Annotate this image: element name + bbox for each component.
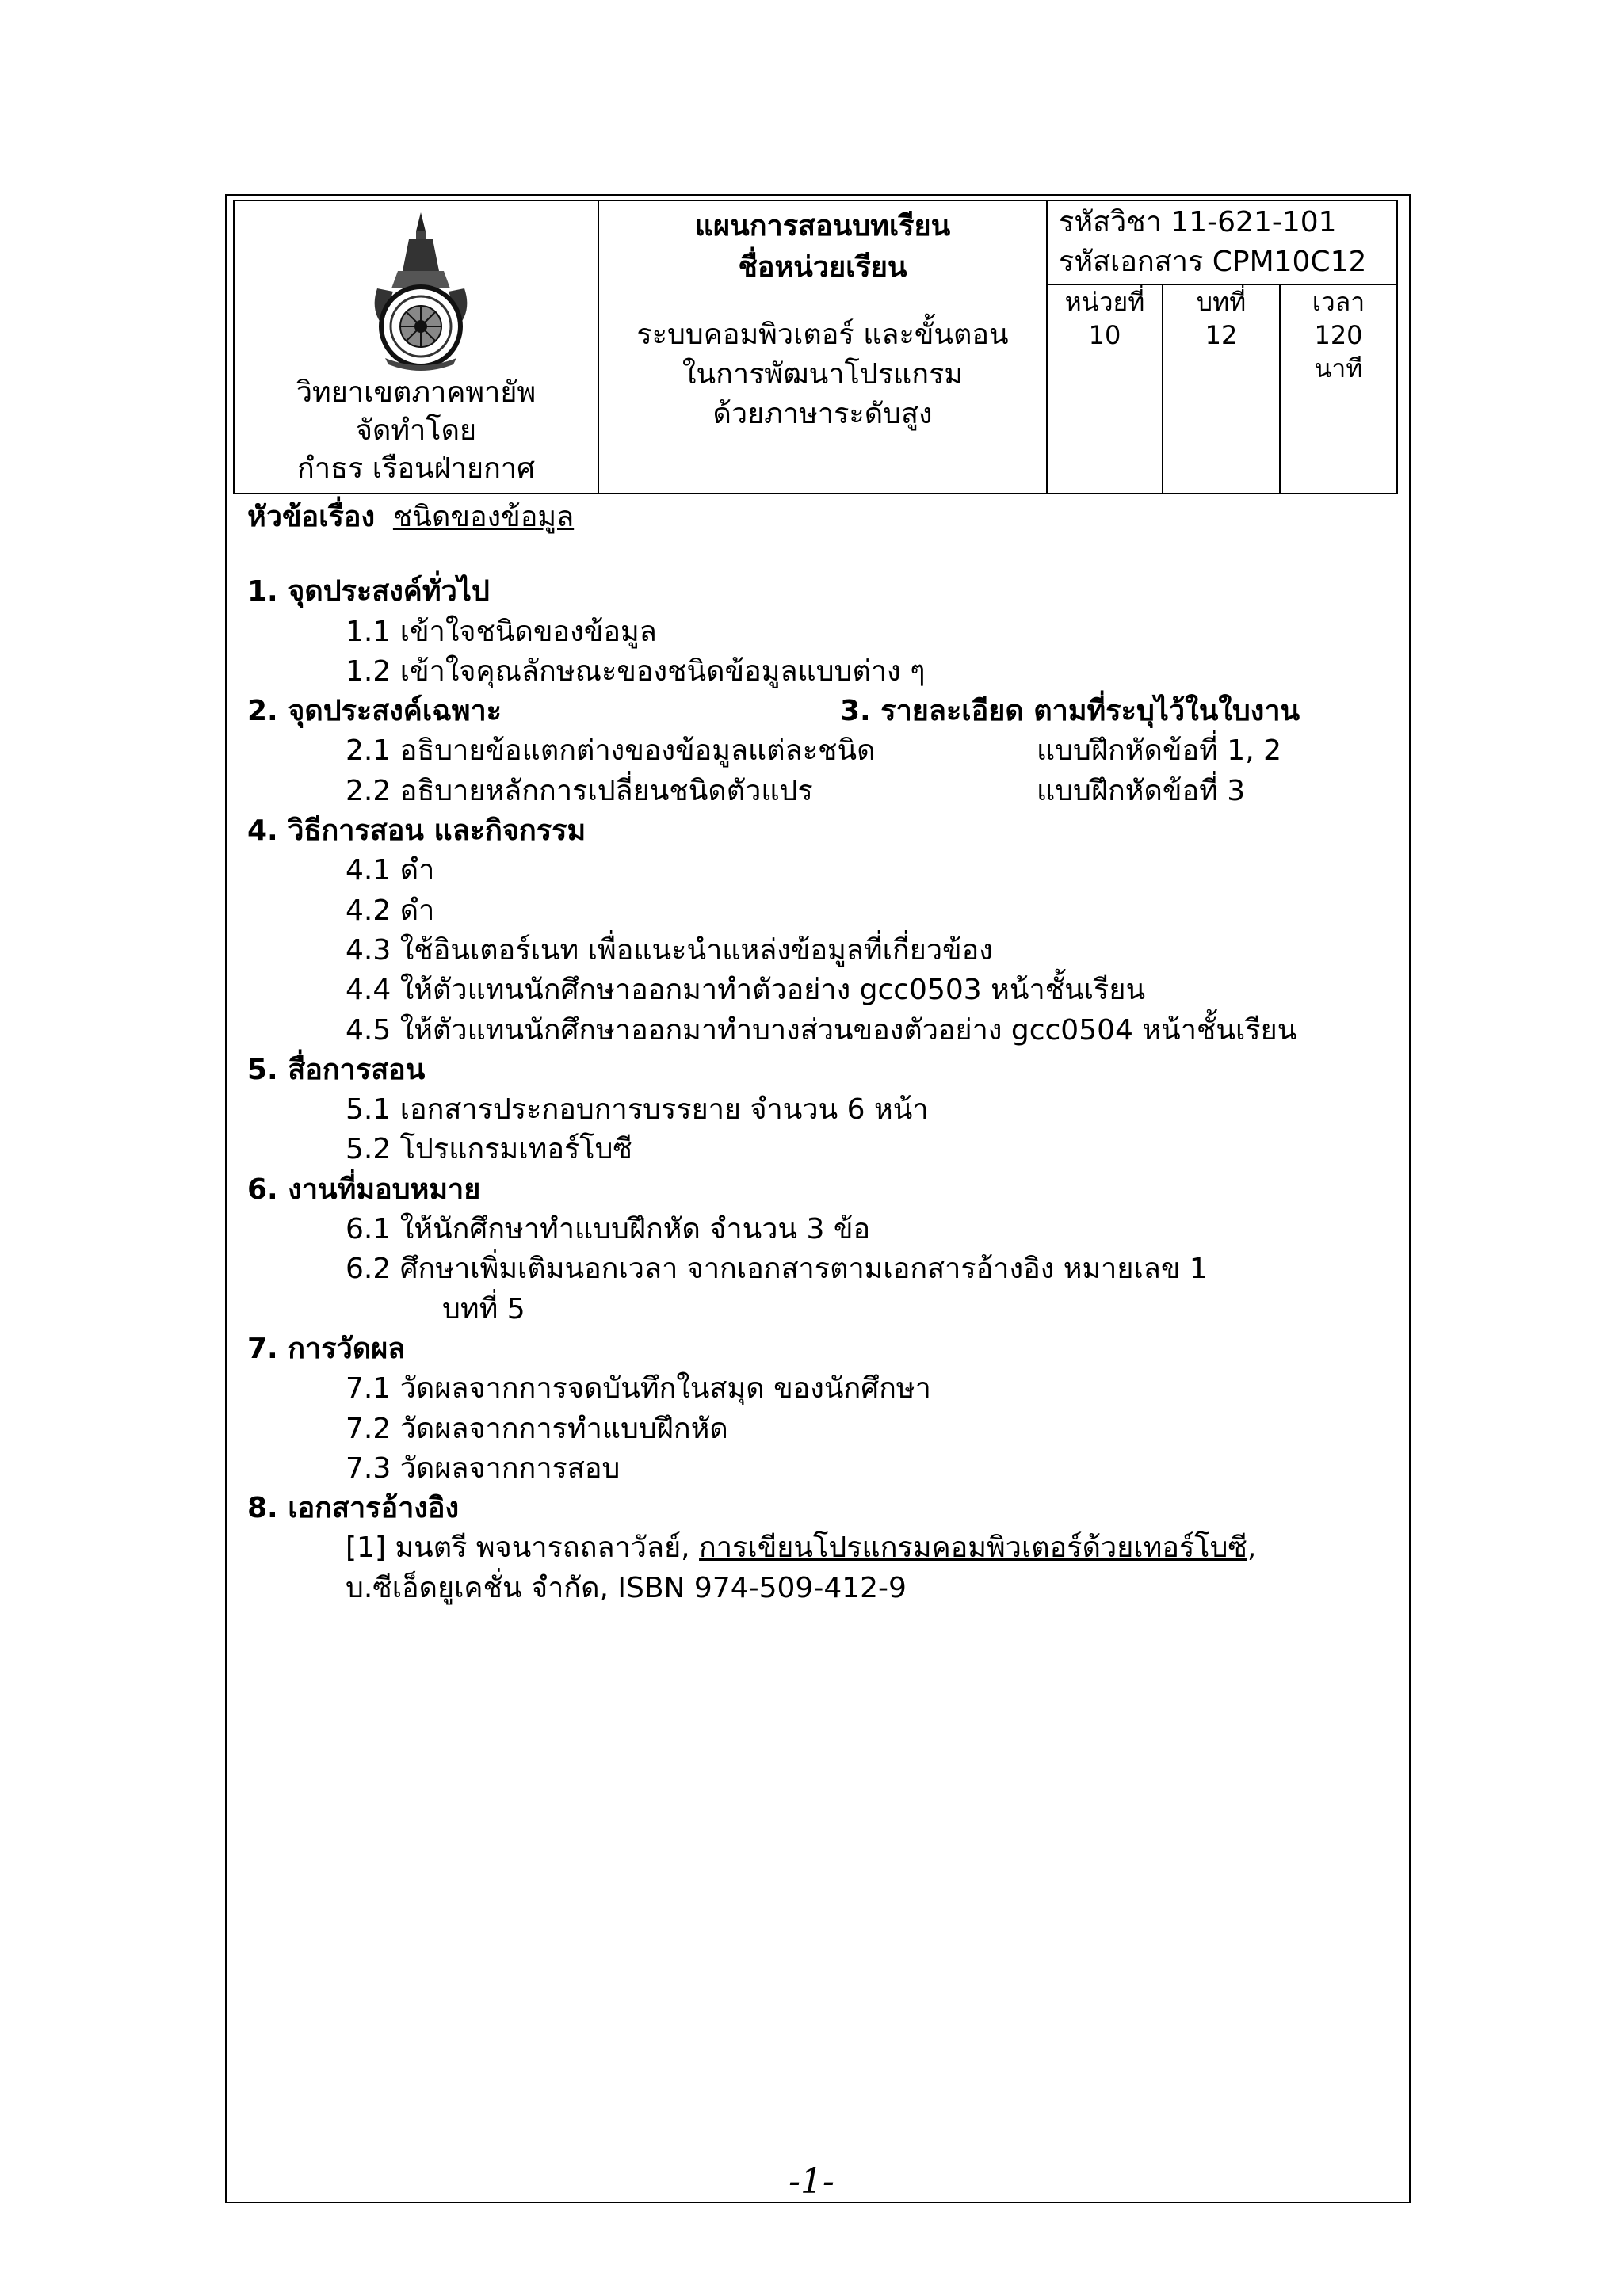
time-unit: นาที [1314, 353, 1363, 383]
list-item: 4.3 ใช้อินเตอร์เนท เพื่อแนะนำแหล่งข้อมูลที่เกี่ยวข้อง [346, 933, 993, 967]
list-item: 4.4 ให้ตัวแทนนักศึกษาออกมาทำตัวอย่าง gcc0503 หน้าชั้นเรียน [346, 974, 1146, 1007]
prepared-by-label: จัดทำโดย [355, 414, 477, 447]
list-item: 6.2 ศึกษาเพิ่มเติมนอกเวลา จากเอกสารตามเอกสารอ้างอิง หมายเลข 1 [346, 1253, 1208, 1286]
chapter-value: 12 [1205, 320, 1238, 350]
time-label: เวลา [1312, 287, 1365, 317]
section-4-title: 4. วิธีการสอน และกิจกรรม [247, 814, 586, 848]
unit-name-line3: ด้วยภาษาระดับสูง [712, 398, 933, 430]
logo-cell [234, 200, 598, 494]
list-item: 5.1 เอกสารประกอบการบรรยาย จำนวน 6 หน้า [346, 1093, 929, 1127]
org-campus: วิทยาเขตภาคพายัพ [296, 376, 537, 409]
section-7-title: 7. การวัดผล [247, 1332, 406, 1365]
topic-value: ชนิดของข้อมูล [392, 501, 575, 533]
list-item: 4.2 ดำ [346, 894, 435, 927]
university-seal-icon [361, 209, 480, 374]
unit-name-line1: ระบบคอมพิวเตอร์ และขั้นตอน [636, 318, 1009, 351]
document-code: รหัสเอกสาร CPM10C12 [1059, 246, 1367, 278]
section-2-3-row [247, 692, 1388, 731]
list-item: 4.5 ให้ตัวแทนนักศึกษาออกมาทำบางส่วนของตัวอย่าง gcc0504 หน้าชั้นเรียน [346, 1013, 1297, 1047]
list-item: 7.1 วัดผลจากการจดบันทึกในสมุด ของนักศึกษา [346, 1372, 931, 1405]
list-item: 5.2 โปรแกรมเทอร์โบซี [346, 1133, 632, 1166]
list-item [247, 772, 1388, 811]
chapter-cell [1163, 284, 1280, 494]
section-1-title: 1. จุดประสงค์ทั่วไป [247, 575, 490, 608]
list-item [247, 731, 1388, 771]
list-item: 6.1 ให้นักศึกษาทำแบบฝึกหัด จำนวน 3 ข้อ [346, 1213, 871, 1246]
unit-name-line2: ในการพัฒนาโปรแกรม [682, 358, 964, 391]
time-value: 120 [1314, 320, 1363, 350]
unit-number-cell [1047, 284, 1163, 494]
list-item: 7.2 วัดผลจากการทำแบบฝึกหัด [346, 1412, 728, 1445]
header-table [233, 200, 1398, 494]
list-item: 1.2 เข้าใจคุณลักษณะของชนิดข้อมูลแบบต่าง ๆ [346, 654, 926, 688]
reference-title: การเขียนโปรแกรมคอมพิวเตอร์ด้วยเทอร์โบซี [699, 1531, 1247, 1565]
section-6-title: 6. งานที่มอบหมาย [247, 1173, 481, 1206]
lesson-content [247, 498, 1388, 1608]
section-3-title: 3. รายละเอียด ตามที่ระบุไว้ในใบงาน [840, 695, 1300, 728]
course-code: รหัสวิชา 11-621-101 [1059, 206, 1337, 238]
list-item: 4.1 ดำ [346, 854, 435, 887]
unit-name-label: ชื่อหน่วยเรียน [738, 251, 907, 284]
reference-author: [1] มนตรี พจนารถถลาวัลย์, [346, 1531, 700, 1565]
exercise-reference: แบบฝึกหัดข้อที่ 1, 2 [1037, 734, 1282, 768]
page-number: -1- [789, 2161, 834, 2202]
unit-value: 10 [1088, 320, 1121, 350]
exercise-reference: แบบฝึกหัดข้อที่ 3 [1037, 774, 1246, 807]
reference-line-2: บ.ซีเอ็ดยูเคชั่น จำกัด, ISBN 974-509-412-9 [346, 1571, 907, 1604]
reference-line-1 [247, 1528, 1388, 1568]
title-cell [598, 200, 1047, 494]
section-5-title: 5. สื่อการสอน [247, 1053, 426, 1086]
code-cell [1047, 200, 1397, 284]
section-2-title: 2. จุดประสงค์เฉพาะ [247, 695, 502, 728]
reference-comma: , [1247, 1531, 1257, 1565]
objective-text: 2.1 อธิบายข้อแตกต่างของข้อมูลแต่ละชนิด [346, 734, 876, 768]
unit-label: หน่วยที่ [1064, 287, 1145, 317]
time-cell [1280, 284, 1397, 494]
plan-title: แผนการสอนบทเรียน [694, 210, 951, 242]
topic-line [247, 498, 1388, 537]
section-8-title: 8. เอกสารอ้างอิง [247, 1492, 460, 1525]
list-item: 7.3 วัดผลจากการสอบ [346, 1451, 621, 1485]
topic-label: หัวข้อเรื่อง [247, 501, 376, 533]
chapter-label: บทที่ [1196, 287, 1247, 317]
list-item-continuation: บทที่ 5 [442, 1292, 525, 1325]
author-name: กำธร เรือนฝ่ายกาศ [297, 452, 535, 485]
list-item: 1.1 เข้าใจชนิดของข้อมูล [346, 615, 657, 648]
objective-text: 2.2 อธิบายหลักการเปลี่ยนชนิดตัวแปร [346, 774, 813, 807]
